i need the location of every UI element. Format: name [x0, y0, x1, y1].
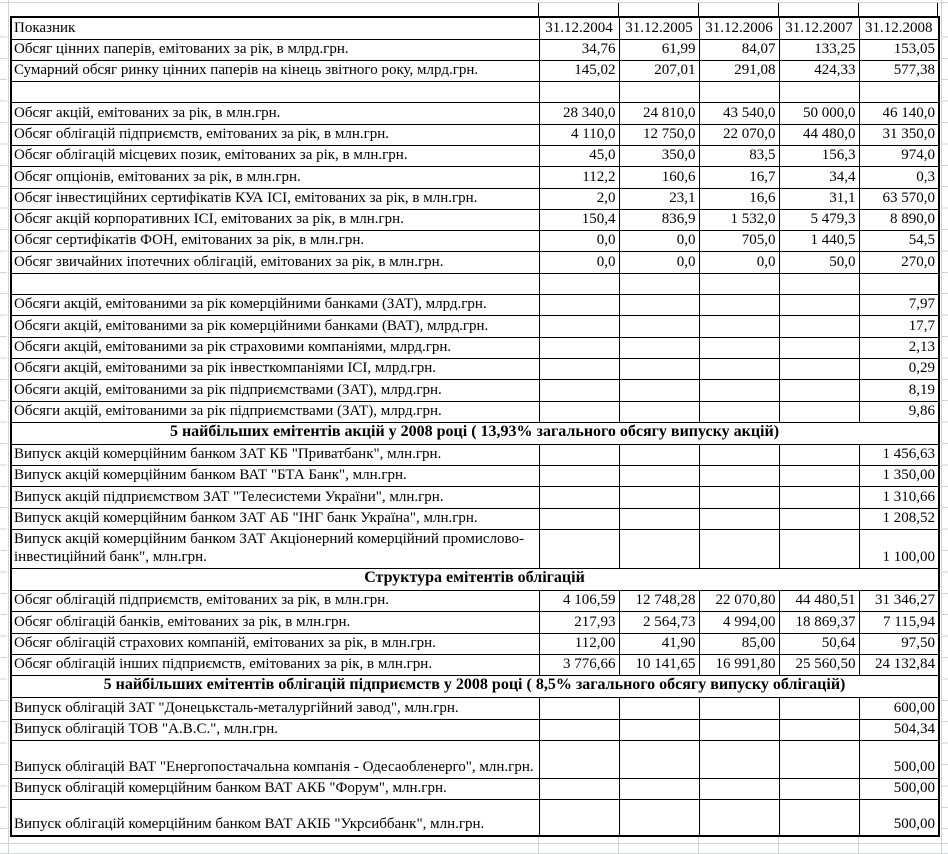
table-row	[11, 82, 939, 103]
value-cell[interactable]: 16,6	[699, 188, 779, 209]
value-cell[interactable]: 63 570,0	[859, 188, 939, 209]
value-cell[interactable]	[699, 719, 779, 740]
value-cell[interactable]: 1 456,63	[859, 444, 939, 465]
table-row	[11, 124, 939, 145]
value-cell[interactable]: 4 994,00	[699, 612, 779, 633]
value-cell[interactable]	[699, 273, 779, 294]
table-row	[11, 612, 939, 633]
table-row	[11, 167, 939, 188]
column-border-stub	[937, 3, 938, 16]
value-cell[interactable]	[619, 698, 699, 719]
value-cell[interactable]: 0,0	[619, 252, 699, 273]
value-cell[interactable]: 22 070,80	[699, 591, 779, 612]
value-cell[interactable]: 44 480,0	[779, 124, 859, 145]
value-cell[interactable]	[699, 380, 779, 401]
value-cell[interactable]: 0,0	[699, 252, 779, 273]
value-cell[interactable]	[859, 273, 939, 294]
value-cell[interactable]: 54,5	[859, 231, 939, 252]
row-label-cell[interactable]: Обсяг облігацій страхових компаній, емітованих за рік, в млн.грн.	[11, 633, 539, 654]
value-cell[interactable]	[619, 740, 699, 778]
value-cell[interactable]	[779, 273, 859, 294]
value-cell[interactable]: 3 776,66	[539, 654, 619, 675]
value-cell[interactable]	[539, 295, 619, 316]
value-cell[interactable]: 31,1	[779, 188, 859, 209]
row-label-cell[interactable]: Обсяг цінних паперів, емітованих за рік, в млрд.грн.	[11, 39, 539, 60]
value-cell[interactable]: 85,00	[699, 633, 779, 654]
header-row	[11, 17, 939, 39]
value-cell[interactable]: 350,0	[619, 145, 699, 166]
value-cell[interactable]: 61,99	[619, 39, 699, 60]
value-cell[interactable]	[539, 778, 619, 799]
column-border-stub	[538, 3, 539, 16]
column-header-2005[interactable]: 31.12.2005	[619, 17, 699, 39]
value-cell[interactable]: 5 479,3	[779, 209, 859, 230]
value-cell[interactable]	[699, 82, 779, 103]
table-body	[11, 39, 939, 836]
row-label-cell[interactable]: Обсяги акцій, емітованими за рік інвесткомпаніями ІСІ, млрд.грн.	[11, 358, 539, 379]
value-cell[interactable]: 112,2	[539, 167, 619, 188]
grid-line-top	[0, 2, 948, 3]
column-border-stub	[618, 3, 619, 16]
value-cell[interactable]: 145,02	[539, 60, 619, 81]
value-cell[interactable]: 9,86	[859, 401, 939, 422]
row-label-cell[interactable]: Обсяг облігацій підприємств, емітованих за рік, в млн.грн.	[11, 124, 539, 145]
section-row	[11, 422, 939, 444]
value-cell[interactable]	[619, 719, 699, 740]
value-cell[interactable]: 22 070,0	[699, 124, 779, 145]
value-cell[interactable]	[779, 358, 859, 379]
value-cell[interactable]: 0,0	[619, 231, 699, 252]
table-row	[11, 380, 939, 401]
row-label-cell[interactable]: Обсяг акцій, емітованих за рік, в млн.грн.	[11, 103, 539, 124]
value-cell[interactable]: 50,64	[779, 633, 859, 654]
table-row	[11, 466, 939, 487]
value-cell[interactable]: 50 000,0	[779, 103, 859, 124]
grid-line-left	[8, 0, 9, 854]
value-cell[interactable]	[699, 401, 779, 422]
value-cell[interactable]: 25 560,50	[779, 654, 859, 675]
value-cell[interactable]	[779, 316, 859, 337]
value-cell[interactable]: 2,13	[859, 337, 939, 358]
table-row	[11, 273, 939, 294]
value-cell[interactable]	[619, 800, 699, 836]
column-border-stub	[698, 3, 699, 16]
value-cell[interactable]: 31 346,27	[859, 591, 939, 612]
value-cell[interactable]: 112,00	[539, 633, 619, 654]
value-cell[interactable]: 34,76	[539, 39, 619, 60]
value-cell[interactable]: 7,97	[859, 295, 939, 316]
value-cell[interactable]	[619, 273, 699, 294]
table-row	[11, 209, 939, 230]
table-row	[11, 358, 939, 379]
column-border-stub	[778, 3, 779, 16]
value-cell[interactable]	[539, 358, 619, 379]
table-row	[11, 316, 939, 337]
value-cell[interactable]	[619, 466, 699, 487]
table-row	[11, 231, 939, 252]
grid-column-stub	[698, 835, 699, 854]
value-cell[interactable]: 217,93	[539, 612, 619, 633]
section-header[interactable]: 5 найбільших емітентів облігацій підприємств у 2008 році ( 8,5% загального обсягу випуску облігацій)	[11, 676, 939, 698]
value-cell[interactable]: 28 340,0	[539, 103, 619, 124]
value-cell[interactable]	[699, 316, 779, 337]
column-header-2004[interactable]: 31.12.2004	[539, 17, 619, 39]
value-cell[interactable]	[779, 444, 859, 465]
value-cell[interactable]: 46 140,0	[859, 103, 939, 124]
value-cell[interactable]	[699, 337, 779, 358]
value-cell[interactable]	[699, 800, 779, 836]
value-cell[interactable]: 1 208,52	[859, 508, 939, 529]
section-row	[11, 676, 939, 698]
row-label-cell[interactable]	[11, 82, 539, 103]
value-cell[interactable]	[539, 800, 619, 836]
row-label-cell[interactable]: Випуск облігацій ТОВ "А.В.С.", млн.грн.	[11, 719, 539, 740]
value-cell[interactable]	[539, 444, 619, 465]
value-cell[interactable]	[779, 698, 859, 719]
column-border-stub	[858, 3, 859, 16]
row-label-cell[interactable]: Обсяг інвестиційних сертифікатів КУА ІСІ, емітованих за рік, в млн.грн.	[11, 188, 539, 209]
grid-line-right	[941, 0, 942, 854]
row-label-cell[interactable]: Випуск облігацій ВАТ "Енергопостачальна компанія - Одесаобленерго", млн.грн.	[11, 740, 539, 778]
value-cell[interactable]	[539, 273, 619, 294]
grid-column-stub	[858, 835, 859, 854]
value-cell[interactable]: 577,38	[859, 60, 939, 81]
value-cell[interactable]: 0,0	[539, 231, 619, 252]
value-cell[interactable]	[619, 401, 699, 422]
value-cell[interactable]: 424,33	[779, 60, 859, 81]
value-cell[interactable]	[699, 698, 779, 719]
value-cell[interactable]	[619, 487, 699, 508]
value-cell[interactable]	[699, 466, 779, 487]
value-cell[interactable]: 0,3	[859, 167, 939, 188]
row-label-cell[interactable]: Обсяг облігацій інших підприємств, емітованих за рік, в млн.грн.	[11, 654, 539, 675]
value-cell[interactable]: 500,00	[859, 800, 939, 836]
value-cell[interactable]: 0,29	[859, 358, 939, 379]
value-cell[interactable]	[779, 466, 859, 487]
value-cell[interactable]: 270,0	[859, 252, 939, 273]
value-cell[interactable]: 43 540,0	[699, 103, 779, 124]
value-cell[interactable]	[779, 82, 859, 103]
securities-table	[10, 16, 940, 837]
row-label-cell[interactable]: Обсяги акцій, емітованими за рік підприємствами (ЗАТ), млрд.грн.	[11, 401, 539, 422]
row-label-cell[interactable]: Випуск акцій комерційним банком ЗАТ Акціонерний комерційний промислово-інвестиційний банк", млн.грн.	[11, 530, 539, 569]
value-cell[interactable]: 1 100,00	[859, 530, 939, 569]
table-row	[11, 740, 939, 778]
value-cell[interactable]: 705,0	[699, 231, 779, 252]
section-header[interactable]: Структура емітентів облігацій	[11, 569, 939, 591]
row-label-cell[interactable]: Випуск облігацій комерційним банком ВАТ АКІБ "Укрсиббанк", млн.грн.	[11, 800, 539, 836]
row-label-cell[interactable]: Випуск облігацій комерційним банком ВАТ АКБ "Форум", млн.грн.	[11, 778, 539, 799]
section-header[interactable]: 5 найбільших емітентів акцій у 2008 році ( 13,93% загального обсягу випуску акцій)	[11, 422, 939, 444]
value-cell[interactable]: 2 564,73	[619, 612, 699, 633]
row-label-cell[interactable]: Випуск облігацій ЗАТ "Донецьксталь-металургійний завод", млн.грн.	[11, 698, 539, 719]
value-cell[interactable]: 12 748,28	[619, 591, 699, 612]
table-row	[11, 401, 939, 422]
value-cell[interactable]: 16 991,80	[699, 654, 779, 675]
row-label-cell[interactable]: Випуск акцій комерційним банком ВАТ "БТА Банк", млн.грн.	[11, 466, 539, 487]
column-header-2007[interactable]: 31.12.2007	[779, 17, 859, 39]
value-cell[interactable]	[539, 466, 619, 487]
column-header-2006[interactable]: 31.12.2006	[699, 17, 779, 39]
value-cell[interactable]	[779, 530, 859, 569]
row-label-cell[interactable]: Обсяг облігацій банків, емітованих за рік, в млн.грн.	[11, 612, 539, 633]
value-cell[interactable]: 16,7	[699, 167, 779, 188]
table-row	[11, 719, 939, 740]
value-cell[interactable]	[779, 740, 859, 778]
table-row	[11, 103, 939, 124]
section-row	[11, 569, 939, 591]
value-cell[interactable]	[539, 401, 619, 422]
value-cell[interactable]: 4 106,59	[539, 591, 619, 612]
value-cell[interactable]	[779, 295, 859, 316]
value-cell[interactable]: 600,00	[859, 698, 939, 719]
row-label-cell[interactable]: Обсяги акцій, емітованими за рік комерційними банками (ВАТ), млрд.грн.	[11, 316, 539, 337]
value-cell[interactable]	[539, 487, 619, 508]
value-cell[interactable]: 10 141,65	[619, 654, 699, 675]
value-cell[interactable]	[619, 316, 699, 337]
table-row	[11, 778, 939, 799]
grid-column-stub	[778, 835, 779, 854]
value-cell[interactable]: 2,0	[539, 188, 619, 209]
value-cell[interactable]: 291,08	[699, 60, 779, 81]
value-cell[interactable]	[539, 530, 619, 569]
grid-row-stubs-right	[942, 16, 948, 834]
value-cell[interactable]	[539, 82, 619, 103]
value-cell[interactable]: 7 115,94	[859, 612, 939, 633]
row-label-cell[interactable]: Випуск акцій комерційним банком ЗАТ АБ "ІНГ банк Україна", млн.грн.	[11, 508, 539, 529]
value-cell[interactable]	[539, 380, 619, 401]
value-cell[interactable]: 836,9	[619, 209, 699, 230]
row-label-cell[interactable]: Обсяг сертифікатів ФОН, емітованих за рік, в млн.грн.	[11, 231, 539, 252]
row-label-cell[interactable]: Обсяг акцій корпоративних ІСІ, емітованих за рік, в млн.грн.	[11, 209, 539, 230]
table-row	[11, 252, 939, 273]
row-label-cell[interactable]: Обсяг облігацій місцевих позик, емітованих за рік, в млн.грн.	[11, 145, 539, 166]
value-cell[interactable]	[699, 530, 779, 569]
table-row	[11, 60, 939, 81]
grid-line-bottom-1	[0, 843, 948, 844]
value-cell[interactable]	[779, 719, 859, 740]
row-label-cell[interactable]: Обсяг опціонів, емітованих за рік, в млн.грн.	[11, 167, 539, 188]
value-cell[interactable]	[699, 444, 779, 465]
row-label-cell[interactable]: Обсяги акцій, емітованими за рік підприємствами (ЗАТ), млрд.грн.	[11, 380, 539, 401]
value-cell[interactable]	[539, 719, 619, 740]
value-cell[interactable]	[779, 800, 859, 836]
value-cell[interactable]: 34,4	[779, 167, 859, 188]
value-cell[interactable]: 97,50	[859, 633, 939, 654]
value-cell[interactable]: 153,05	[859, 39, 939, 60]
value-cell[interactable]	[619, 295, 699, 316]
row-label-cell[interactable]	[11, 273, 539, 294]
value-cell[interactable]	[699, 508, 779, 529]
table-row	[11, 145, 939, 166]
value-cell[interactable]	[699, 487, 779, 508]
value-cell[interactable]	[539, 337, 619, 358]
value-cell[interactable]	[699, 778, 779, 799]
value-cell[interactable]: 45,0	[539, 145, 619, 166]
value-cell[interactable]	[779, 778, 859, 799]
value-cell[interactable]	[779, 487, 859, 508]
value-cell[interactable]: 504,34	[859, 719, 939, 740]
value-cell[interactable]: 500,00	[859, 778, 939, 799]
value-cell[interactable]: 207,01	[619, 60, 699, 81]
table-row	[11, 508, 939, 529]
grid-column-stub	[538, 835, 539, 854]
value-cell[interactable]	[859, 82, 939, 103]
value-cell[interactable]	[619, 380, 699, 401]
value-cell[interactable]: 1 350,00	[859, 466, 939, 487]
value-cell[interactable]: 83,5	[699, 145, 779, 166]
table-row	[11, 444, 939, 465]
row-label-cell[interactable]: Випуск акцій комерційним банком ЗАТ КБ "Приватбанк", млн.грн.	[11, 444, 539, 465]
table-row	[11, 530, 939, 569]
value-cell[interactable]: 24 132,84	[859, 654, 939, 675]
value-cell[interactable]: 974,0	[859, 145, 939, 166]
value-cell[interactable]: 12 750,0	[619, 124, 699, 145]
value-cell[interactable]	[539, 740, 619, 778]
value-cell[interactable]	[619, 444, 699, 465]
table-row	[11, 487, 939, 508]
row-label-cell[interactable]: Обсяги акцій, емітованими за рік комерційними банками (ЗАТ), млрд.грн.	[11, 295, 539, 316]
row-label-cell[interactable]: Випуск акцій підприємством ЗАТ "Телесистеми України", млн.грн.	[11, 487, 539, 508]
value-cell[interactable]	[699, 358, 779, 379]
table-row	[11, 39, 939, 60]
value-cell[interactable]: 50,0	[779, 252, 859, 273]
value-cell[interactable]	[779, 508, 859, 529]
grid-column-stub	[618, 835, 619, 854]
column-header-indicator[interactable]: Показник	[11, 17, 539, 39]
table-row	[11, 295, 939, 316]
value-cell[interactable]: 1 440,5	[779, 231, 859, 252]
table-row	[11, 591, 939, 612]
value-cell[interactable]	[619, 358, 699, 379]
table-row	[11, 654, 939, 675]
value-cell[interactable]: 4 110,0	[539, 124, 619, 145]
value-cell[interactable]	[779, 380, 859, 401]
column-header-2008[interactable]: 31.12.2008	[859, 17, 939, 39]
value-cell[interactable]: 156,3	[779, 145, 859, 166]
row-label-cell[interactable]: Обсяг звичайних іпотечних облігацій, емітованих за рік, в млн.грн.	[11, 252, 539, 273]
value-cell[interactable]	[539, 698, 619, 719]
value-cell[interactable]	[619, 508, 699, 529]
value-cell[interactable]: 24 810,0	[619, 103, 699, 124]
value-cell[interactable]	[619, 778, 699, 799]
value-cell[interactable]: 1 310,66	[859, 487, 939, 508]
table-row	[11, 337, 939, 358]
value-cell[interactable]: 1 532,0	[699, 209, 779, 230]
value-cell[interactable]: 500,00	[859, 740, 939, 778]
value-cell[interactable]: 41,90	[619, 633, 699, 654]
table-row	[11, 800, 939, 836]
value-cell[interactable]	[539, 508, 619, 529]
value-cell[interactable]: 18 869,37	[779, 612, 859, 633]
value-cell[interactable]	[699, 740, 779, 778]
row-label-cell[interactable]: Обсяги акцій, емітованими за рік страховими компаніями, млрд.грн.	[11, 337, 539, 358]
value-cell[interactable]: 23,1	[619, 188, 699, 209]
value-cell[interactable]: 0,0	[539, 252, 619, 273]
value-cell[interactable]: 84,07	[699, 39, 779, 60]
value-cell[interactable]: 17,7	[859, 316, 939, 337]
value-cell[interactable]	[779, 401, 859, 422]
value-cell[interactable]: 8 890,0	[859, 209, 939, 230]
value-cell[interactable]	[619, 530, 699, 569]
grid-row-stubs-left	[0, 16, 7, 834]
value-cell[interactable]: 31 350,0	[859, 124, 939, 145]
value-cell[interactable]	[539, 316, 619, 337]
value-cell[interactable]: 133,25	[779, 39, 859, 60]
row-label-cell[interactable]: Обсяг облігацій підприємств, емітованих за рік, в млн.грн.	[11, 591, 539, 612]
value-cell[interactable]: 160,6	[619, 167, 699, 188]
value-cell[interactable]: 44 480,51	[779, 591, 859, 612]
row-label-cell[interactable]: Сумарний обсяг ринку цінних паперів на кінець звітного року, млрд.грн.	[11, 60, 539, 81]
table-row	[11, 633, 939, 654]
value-cell[interactable]: 8,19	[859, 380, 939, 401]
table-row	[11, 188, 939, 209]
value-cell[interactable]	[619, 82, 699, 103]
value-cell[interactable]	[699, 295, 779, 316]
value-cell[interactable]	[619, 337, 699, 358]
value-cell[interactable]	[779, 337, 859, 358]
table-row	[11, 698, 939, 719]
value-cell[interactable]: 150,4	[539, 209, 619, 230]
